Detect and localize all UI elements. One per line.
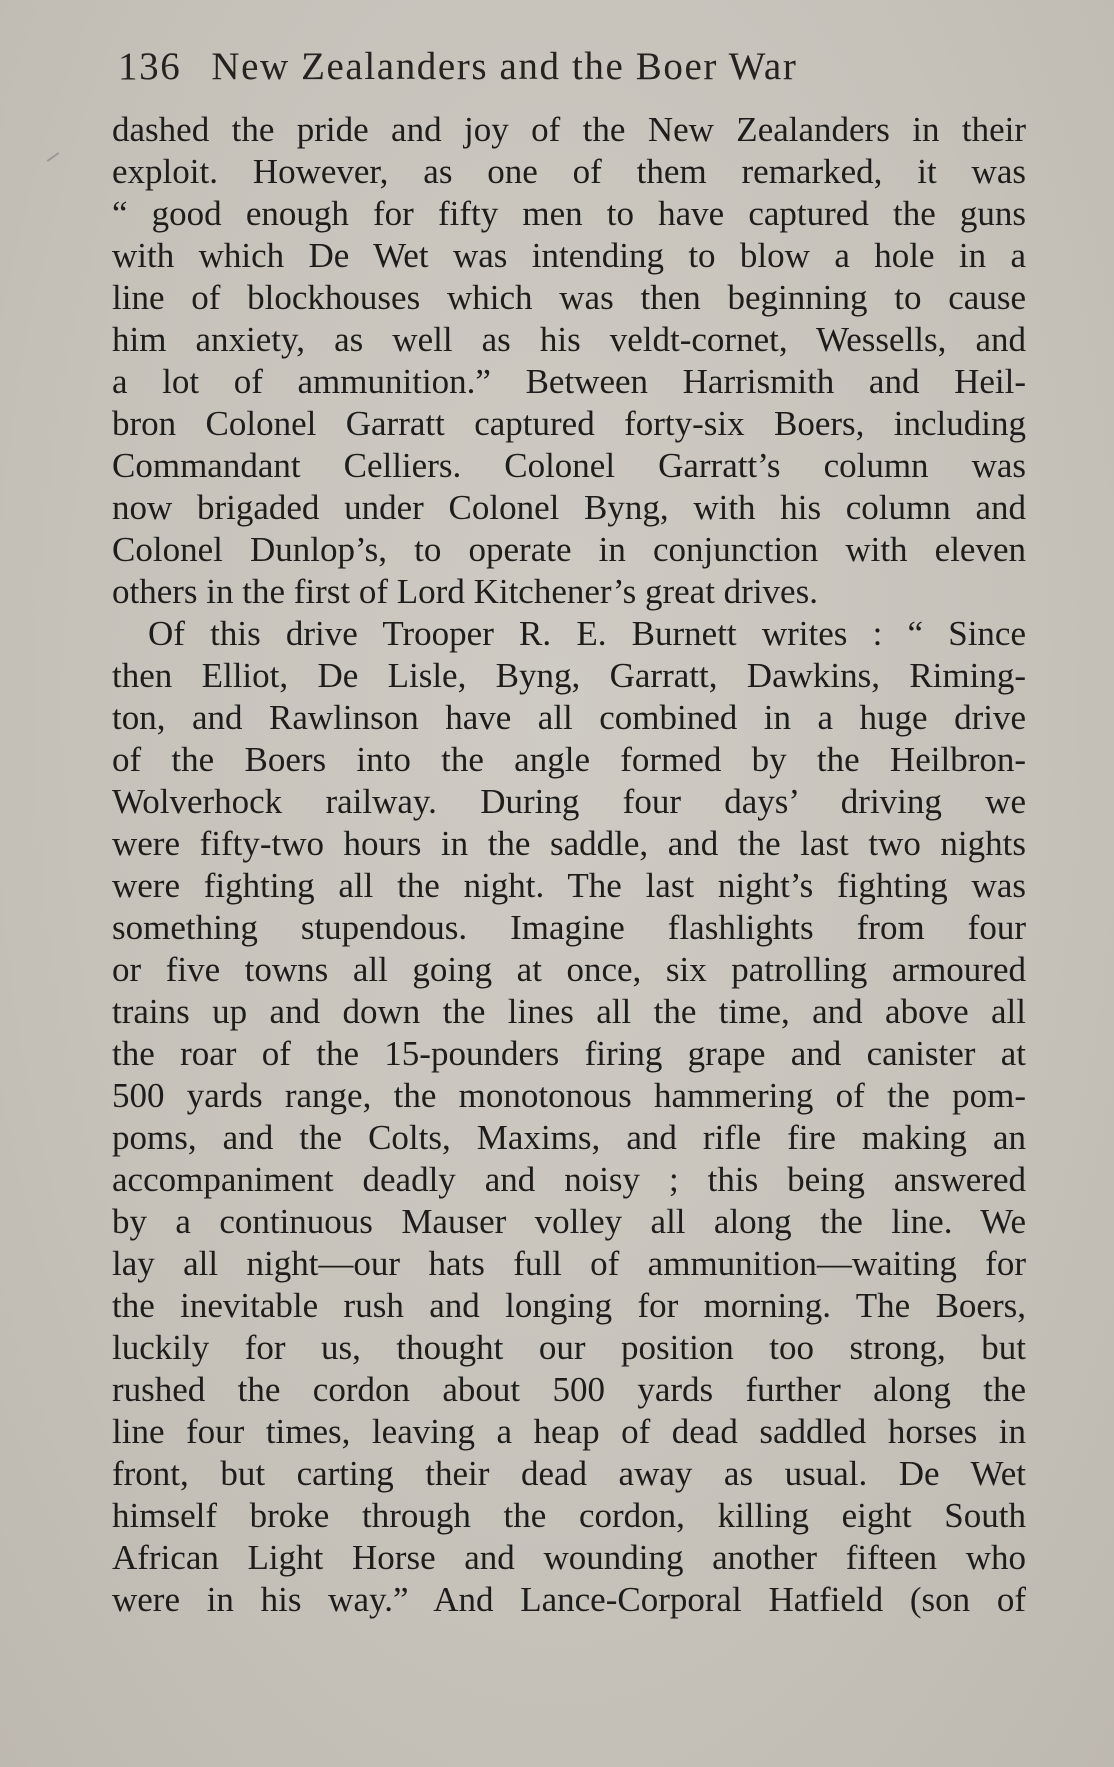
- text-line: of the Boers into the angle formed by the Heilbron-: [112, 740, 1026, 779]
- text-line: line of blockhouses which was then beginning to cause: [112, 278, 1026, 317]
- text-line: ton, and Rawlinson have all combined in a huge drive: [112, 698, 1026, 737]
- text-line: “ good enough for fifty men to have captured the guns: [112, 194, 1026, 233]
- text-line: luckily for us, thought our position too strong, but: [112, 1328, 1026, 1367]
- book-page: [112, 44, 1026, 1621]
- text-line: the inevitable rush and longing for morning. The Boers,: [112, 1286, 1026, 1325]
- text-line: line four times, leaving a heap of dead saddled horses in: [112, 1412, 1026, 1451]
- text-line: him anxiety, as well as his veldt-cornet, Wessells, and: [112, 320, 1026, 359]
- text-line: front, but carting their dead away as usual. De Wet: [112, 1454, 1026, 1493]
- page-number: 136: [118, 45, 182, 88]
- margin-mark: [47, 152, 60, 162]
- text-line: rushed the cordon about 500 yards further along the: [112, 1370, 1026, 1409]
- text-line: something stupendous. Imagine flashlights from four: [112, 908, 1026, 947]
- text-line: poms, and the Colts, Maxims, and rifle fire making an: [112, 1118, 1026, 1157]
- text-line: by a continuous Mauser volley all along the line. We: [112, 1202, 1026, 1241]
- text-line: African Light Horse and wounding another fifteen who: [112, 1538, 1026, 1577]
- body-text: [112, 109, 1026, 1621]
- text-line: lay all night—our hats full of ammunition—waiting for: [112, 1244, 1026, 1283]
- text-line: with which De Wet was intending to blow a hole in a: [112, 236, 1026, 275]
- paragraph-end-line: others in the first of Lord Kitchener’s great drives.: [112, 572, 818, 611]
- text-line: Commandant Celliers. Colonel Garratt’s column was: [112, 446, 1026, 485]
- text-line: a lot of ammunition.” Between Harrismith and Heil-: [112, 362, 1026, 401]
- paragraph-start-line: Of this drive Trooper R. E. Burnett writes : “ Since: [148, 614, 1026, 653]
- text-line: bron Colonel Garratt captured forty-six Boers, including: [112, 404, 1026, 443]
- text-line: exploit. However, as one of them remarked, it was: [112, 152, 1026, 191]
- running-head: [118, 44, 1026, 108]
- text-line: were fighting all the night. The last night’s fighting was: [112, 866, 1026, 905]
- text-line: the roar of the 15-pounders firing grape and canister at: [112, 1034, 1026, 1073]
- text-line: trains up and down the lines all the time, and above all: [112, 992, 1026, 1031]
- text-line: himself broke through the cordon, killing eight South: [112, 1496, 1026, 1535]
- text-line: dashed the pride and joy of the New Zealanders in their: [112, 110, 1026, 149]
- text-line: now brigaded under Colonel Byng, with his column and: [112, 488, 1026, 527]
- text-line: 500 yards range, the monotonous hammering of the pom-: [112, 1076, 1026, 1115]
- text-line: Colonel Dunlop’s, to operate in conjunction with eleven: [112, 530, 1026, 569]
- text-line: then Elliot, De Lisle, Byng, Garratt, Dawkins, Riming-: [112, 656, 1026, 695]
- text-line: accompaniment deadly and noisy ; this being answered: [112, 1160, 1026, 1199]
- running-title: New Zealanders and the Boer War: [211, 45, 798, 88]
- text-line: Wolverhock railway. During four days’ driving we: [112, 782, 1026, 821]
- text-line: or five towns all going at once, six patrolling armoured: [112, 950, 1026, 989]
- text-line: were in his way.” And Lance-Corporal Hatfield (son of: [112, 1580, 1026, 1619]
- text-line: were fifty-two hours in the saddle, and the last two nights: [112, 824, 1026, 863]
